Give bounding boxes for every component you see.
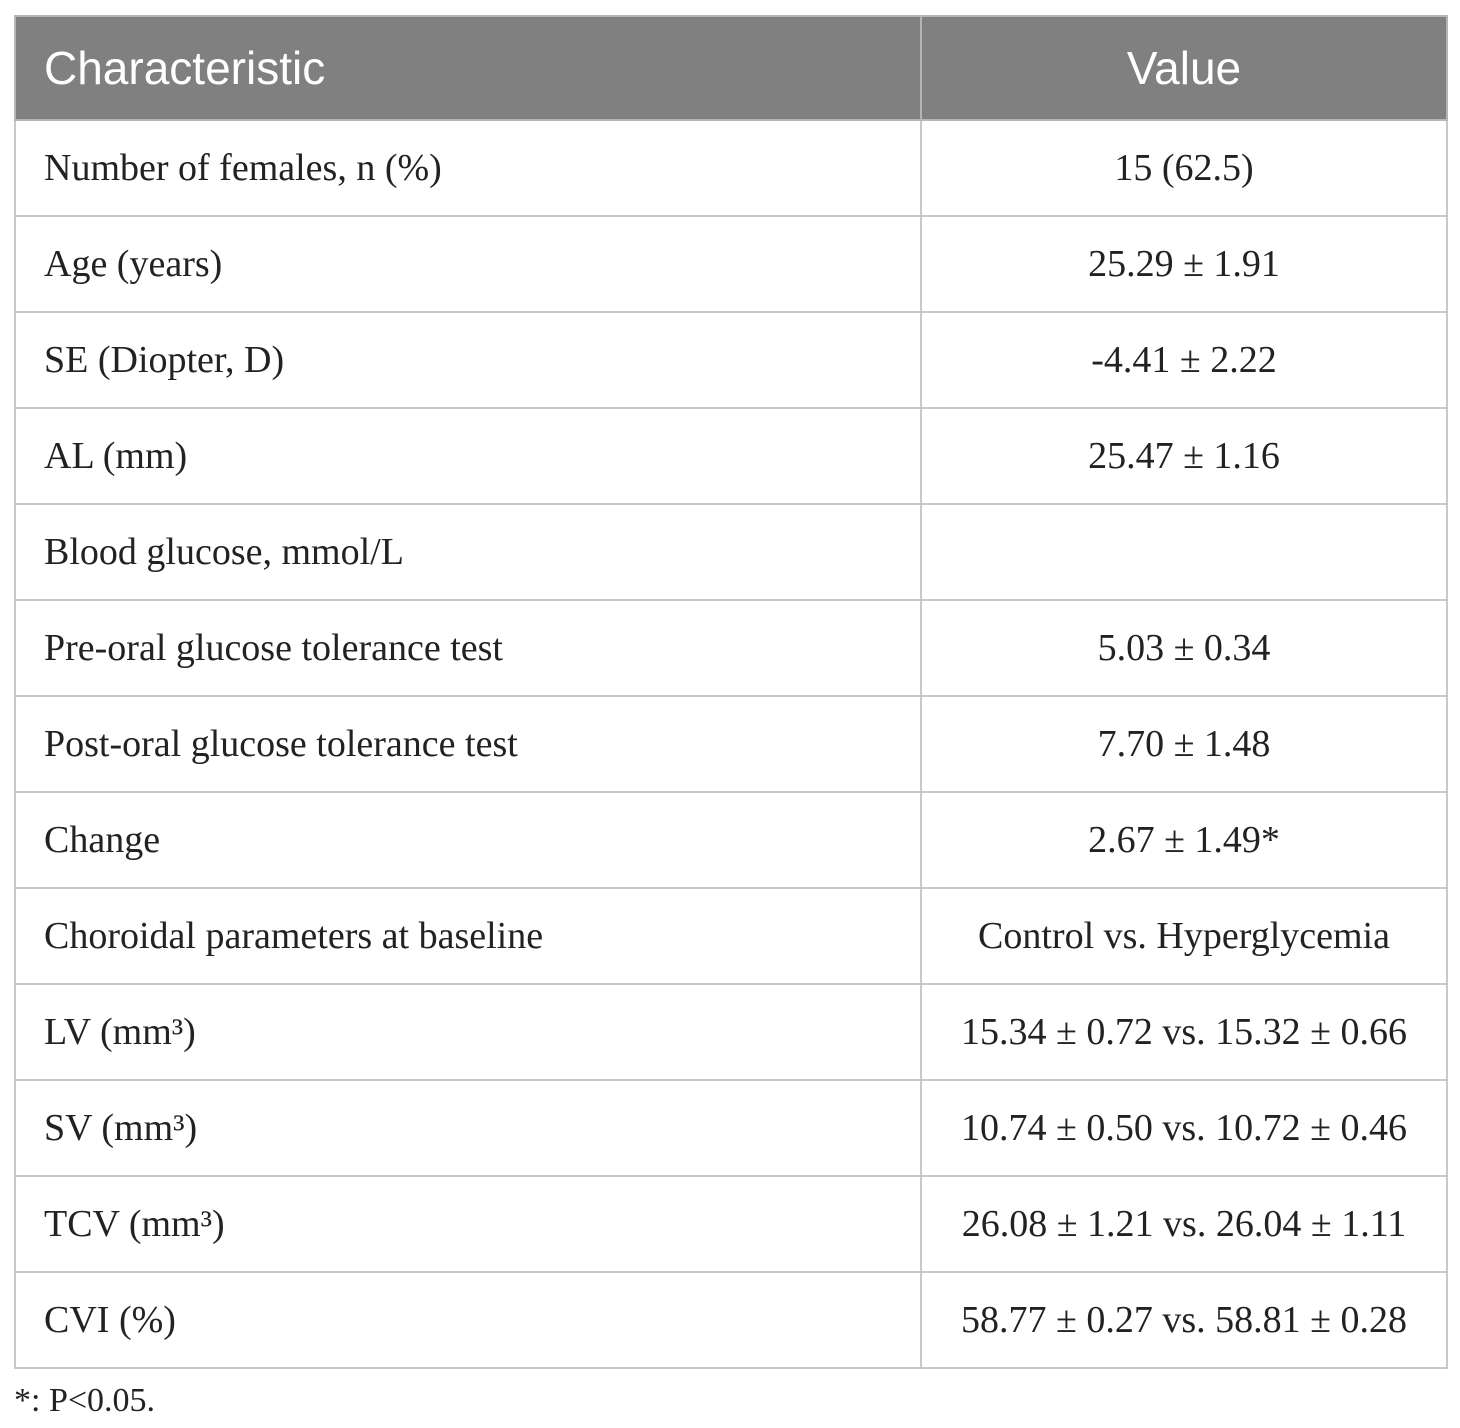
characteristics-table xyxy=(14,15,1448,1369)
row-characteristic: Post-oral glucose tolerance test xyxy=(15,696,921,792)
row-value: 15.34 ± 0.72 vs. 15.32 ± 0.66 xyxy=(921,984,1447,1080)
row-value: 26.08 ± 1.21 vs. 26.04 ± 1.11 xyxy=(921,1176,1447,1272)
row-value xyxy=(921,504,1447,600)
table-row xyxy=(15,216,1447,312)
table-header-row xyxy=(15,16,1447,120)
row-characteristic: CVI (%) xyxy=(15,1272,921,1368)
row-characteristic: Choroidal parameters at baseline xyxy=(15,888,921,984)
row-value: Control vs. Hyperglycemia xyxy=(921,888,1447,984)
row-value: 15 (62.5) xyxy=(921,120,1447,216)
row-value: 25.29 ± 1.91 xyxy=(921,216,1447,312)
row-value: 58.77 ± 0.27 vs. 58.81 ± 0.28 xyxy=(921,1272,1447,1368)
table-row xyxy=(15,408,1447,504)
table-row xyxy=(15,1272,1447,1368)
row-characteristic: Change xyxy=(15,792,921,888)
table-footnote: *: P<0.05. xyxy=(14,1382,156,1419)
row-characteristic: Number of females, n (%) xyxy=(15,120,921,216)
data-table-container xyxy=(14,15,1446,1369)
table-row xyxy=(15,1176,1447,1272)
row-characteristic: Age (years) xyxy=(15,216,921,312)
table-row xyxy=(15,504,1447,600)
table-row xyxy=(15,120,1447,216)
header-characteristic: Characteristic xyxy=(15,16,921,120)
table-row xyxy=(15,888,1447,984)
row-characteristic: SV (mm³) xyxy=(15,1080,921,1176)
row-value: 25.47 ± 1.16 xyxy=(921,408,1447,504)
row-characteristic: Blood glucose, mmol/L xyxy=(15,504,921,600)
table-row xyxy=(15,1080,1447,1176)
row-characteristic: AL (mm) xyxy=(15,408,921,504)
row-characteristic: TCV (mm³) xyxy=(15,1176,921,1272)
row-value: 5.03 ± 0.34 xyxy=(921,600,1447,696)
table-row xyxy=(15,984,1447,1080)
table-row xyxy=(15,696,1447,792)
row-value: 2.67 ± 1.49* xyxy=(921,792,1447,888)
row-value: 7.70 ± 1.48 xyxy=(921,696,1447,792)
table-row xyxy=(15,600,1447,696)
row-value: -4.41 ± 2.22 xyxy=(921,312,1447,408)
row-characteristic: LV (mm³) xyxy=(15,984,921,1080)
row-value: 10.74 ± 0.50 vs. 10.72 ± 0.46 xyxy=(921,1080,1447,1176)
row-characteristic: Pre-oral glucose tolerance test xyxy=(15,600,921,696)
row-characteristic: SE (Diopter, D) xyxy=(15,312,921,408)
header-value: Value xyxy=(921,16,1447,120)
table-row xyxy=(15,792,1447,888)
table-row xyxy=(15,312,1447,408)
